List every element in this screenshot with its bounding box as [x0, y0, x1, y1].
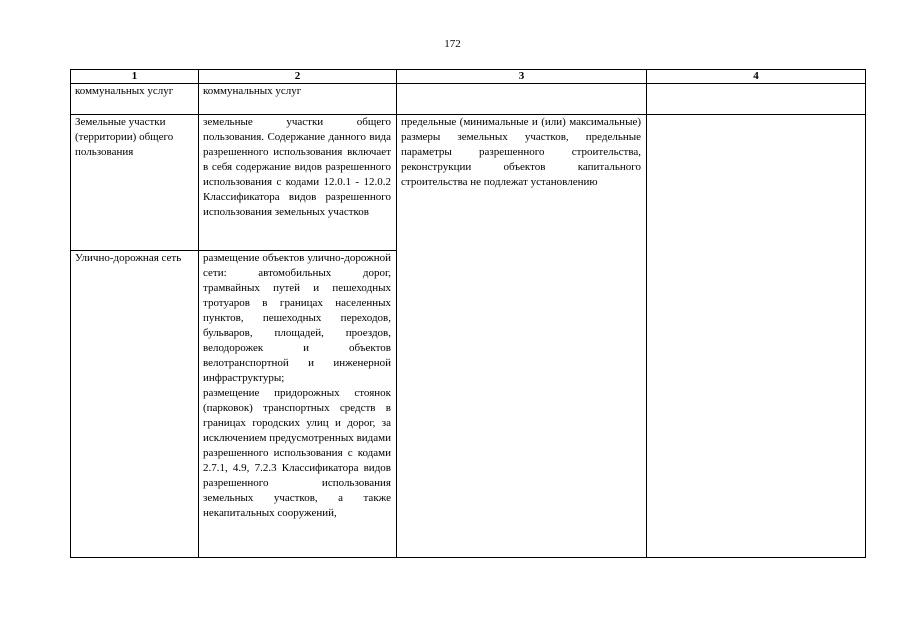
table-header-row: [71, 70, 866, 84]
cell-use-name: Улично-дорожная сеть: [71, 251, 199, 558]
description-paragraph: размещение придорожных стоянок (парковок) транспортных средств в границах городских улиц и дорог, за исключением предусмотренных видами разрешенного использования с кодами 2.7.1, 4.9, 7.2.3 Классификатора видов разрешенного использования земельных участков, а также некапитальных сооружений,: [203, 387, 391, 519]
header-col-1: 1: [71, 70, 199, 84]
cell-parameters: предельные (минимальные и (или) максимальные) размеры земельных участков, предельные параметры разрешенного строительства, реконструкции объектов капитального строительства не подлежат установлению: [397, 115, 647, 558]
cell-use-description: [199, 251, 397, 558]
cell-use-description: коммунальных услуг: [199, 84, 397, 115]
table-row: [71, 84, 866, 115]
description-paragraph: размещение объектов улично-дорожной сети: автомобильных дорог, трамвайных путей и пешеходных тротуаров в границах населенных пунктов, пешеходных переходов, бульваров, площадей, проездов, велодорожек и объектов велотранспортной и инженерной инфраструктуры;: [203, 252, 391, 384]
header-col-3: 3: [397, 70, 647, 84]
cell-parameters: [397, 84, 647, 115]
header-col-2: 2: [199, 70, 397, 84]
permitted-use-table: [70, 69, 866, 558]
cell-use-description: земельные участки общего пользования. Содержание данного вида разрешенного использования включает в себя содержание видов разрешенного использования с кодами 12.0.1 - 12.0.2 Классификатора видов разрешенного использования земельных участков: [199, 115, 397, 251]
cell-use-name: Земельные участки (территории) общего пользования: [71, 115, 199, 251]
header-col-4: 4: [647, 70, 866, 84]
table-row: [71, 115, 866, 251]
page-number: 172: [444, 38, 461, 50]
cell-col-4: [647, 84, 866, 115]
cell-col-4: [647, 115, 866, 558]
cell-use-name: коммунальных услуг: [71, 84, 199, 115]
